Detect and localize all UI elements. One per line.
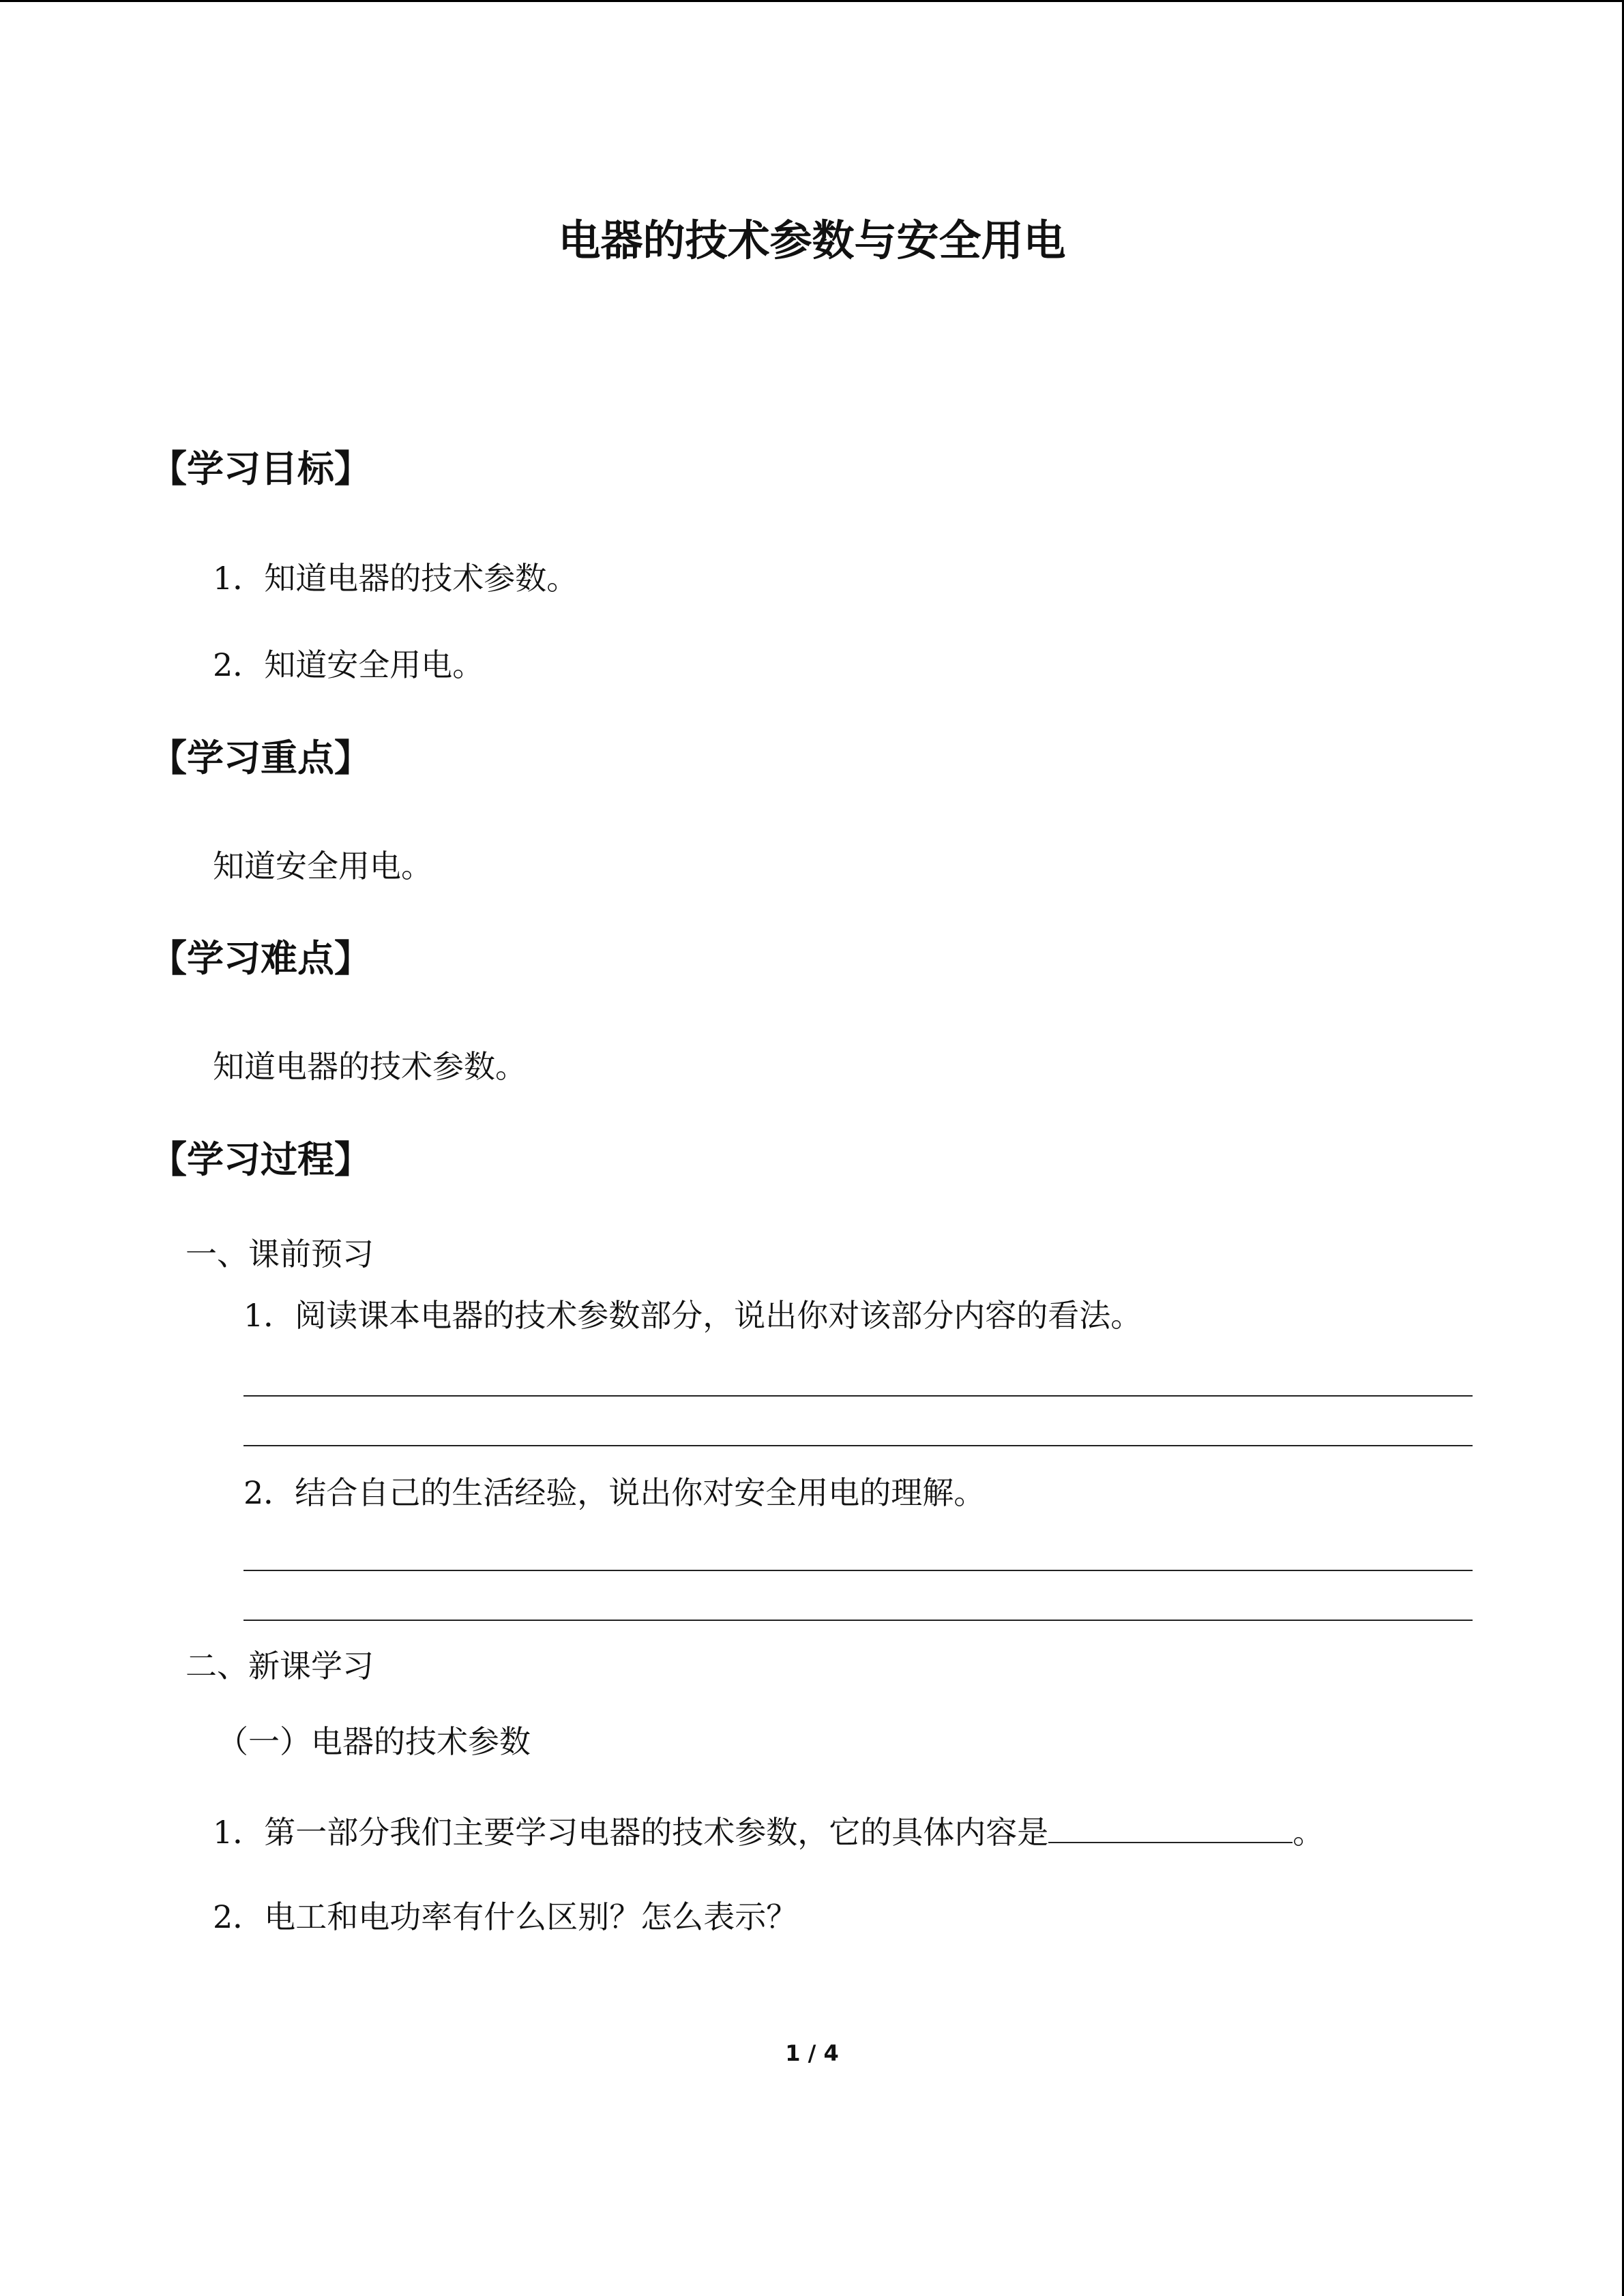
preview-question-2: 2．结合自己的生活经验，说出你对安全用电的理解。 [243, 1474, 986, 1511]
new-lesson-question-1 [213, 1814, 1325, 1851]
difficulties-text: 知道电器的技术参数。 [213, 1048, 527, 1085]
new-lesson-subsection: （一）电器的技术参数 [217, 1723, 531, 1760]
key-points-text: 知道安全用电。 [213, 848, 432, 884]
answer-line-1[interactable] [243, 1395, 1473, 1397]
objective-item-1: 1．知道电器的技术参数。 [213, 560, 578, 597]
fill-in-blank[interactable] [1048, 1815, 1293, 1843]
page-number: 1 / 4 [785, 2040, 839, 2066]
key-points-heading: 【学习重点】 [150, 736, 371, 779]
process-heading: 【学习过程】 [150, 1137, 371, 1181]
document-title: 电器的技术参数与安全用电 [558, 215, 1066, 265]
answer-line-2[interactable] [243, 1445, 1473, 1446]
preview-question-1: 1．阅读课本电器的技术参数部分，说出你对该部分内容的看法。 [243, 1297, 1142, 1334]
preview-label: 一、课前预习 [186, 1236, 374, 1272]
new-lesson-label: 二、新课学习 [186, 1648, 374, 1684]
new-lesson-question-2: 2．电工和电功率有什么区别？怎么表示？ [213, 1898, 798, 1935]
question-1-end: 。 [1293, 1814, 1325, 1851]
objective-item-2: 2．知道安全用电。 [213, 646, 484, 683]
answer-line-4[interactable] [243, 1620, 1473, 1621]
difficulties-heading: 【学习难点】 [150, 936, 371, 980]
question-1-text: 1．第一部分我们主要学习电器的技术参数，它的具体内容是 [213, 1814, 1049, 1851]
page-border-top [0, 0, 1624, 2]
objectives-heading: 【学习目标】 [150, 447, 371, 490]
answer-line-3[interactable] [243, 1570, 1473, 1571]
